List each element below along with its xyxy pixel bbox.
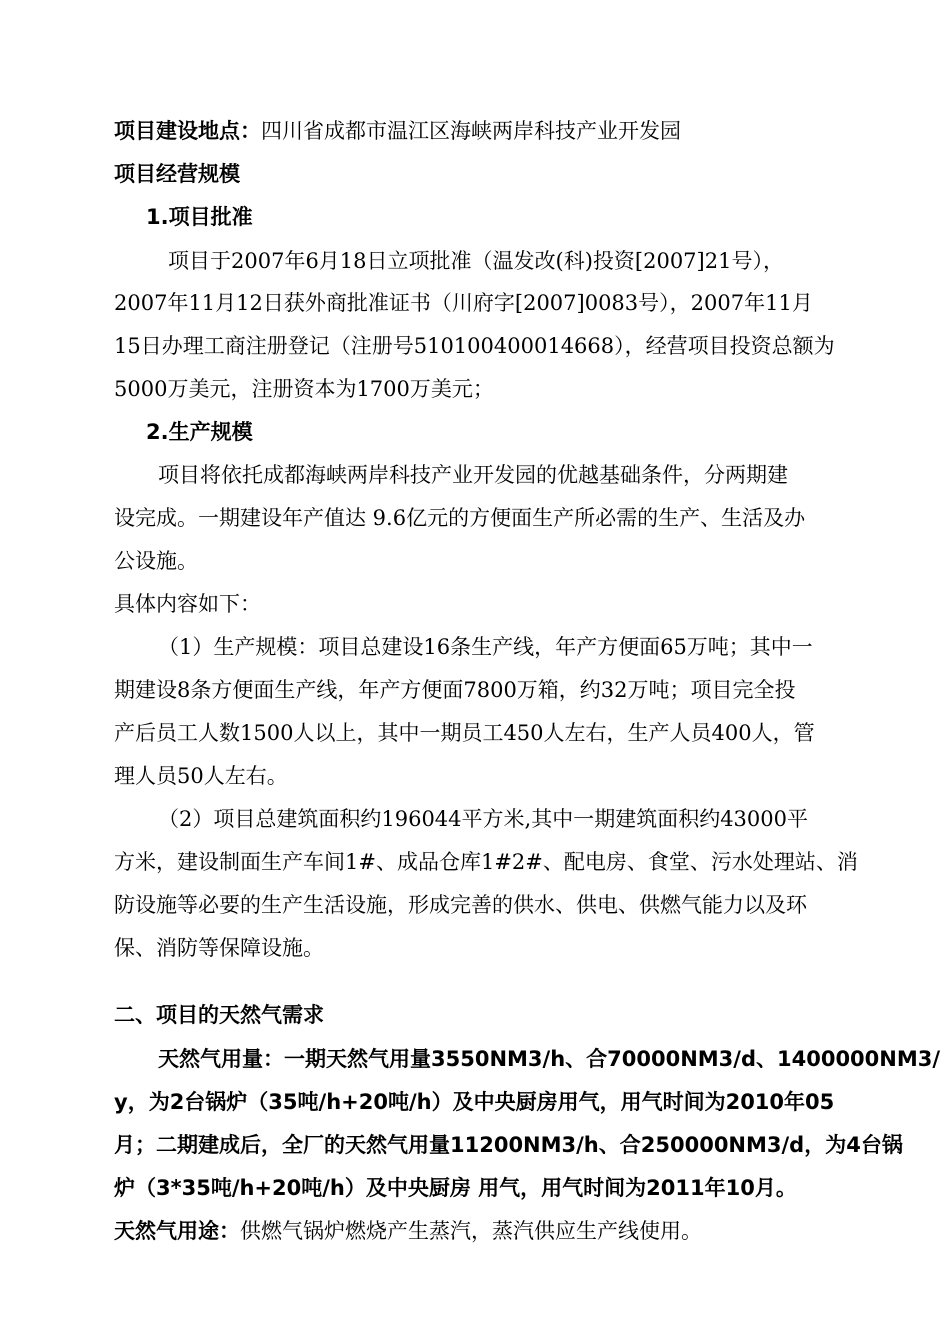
gas-usage-line-4: 炉（3*35吨/h+20吨/h）及中央厨房 用气，用气时间为2011年10月。 [114,1176,797,1200]
approval-line-2: 2007年11月12日获外商批准证书（川府字[2007]0083号），2007年11月 [114,291,813,315]
production-heading: 2.生产规模 [146,420,253,444]
gas-purpose-label: 天然气用途： [114,1219,240,1243]
gas-heading: 二、项目的天然气需求 [114,1003,324,1027]
location-line [114,116,681,146]
scale-heading: 项目经营规模 [114,162,240,186]
item1-line-2: 期建设8条方便面生产线，年产方便面7800万箱，约32万吨；项目完全投 [114,678,796,702]
gas-usage-line-2: y，为2台锅炉（35吨/h+20吨/h）及中央厨房用气，用气时间为2010年05 [114,1090,835,1114]
gas-usage-line-3: 月；二期建成后，全厂的天然气用量11200NM3/h、合250000NM3/d，为4台锅 [114,1133,903,1157]
gas-purpose-value: 供燃气锅炉燃烧产生蒸汽，蒸汽供应生产线使用。 [240,1219,702,1243]
approval-heading: 1.项目批准 [146,205,253,229]
approval-line-3: 15日办理工商注册登记（注册号510100400014668），经营项目投资总额为 [114,334,835,358]
item1-line-4: 理人员50人左右。 [114,764,288,788]
gas-purpose-line [114,1216,702,1246]
detail-intro: 具体内容如下： [114,592,261,616]
gas-usage-line-1: 天然气用量：一期天然气用量3550NM3/h、合70000NM3/d、1400000NM3/ [158,1047,941,1071]
production-line-2: 设完成。一期建设年产值达 9.6亿元的方便面生产所必需的生产、生活及办 [114,506,806,530]
approval-line-4: 5000万美元，注册资本为1700万美元； [114,377,494,401]
production-line-1: 项目将依托成都海峡两岸科技产业开发园的优越基础条件，分两期建 [158,463,788,487]
item1-line-3: 产后员工人数1500人以上，其中一期员工450人左右，生产人员400人，管 [114,721,815,745]
item1-line-1: （1）生产规模：项目总建设16条生产线，年产方便面65万吨；其中一 [158,635,813,659]
approval-line-1: 项目于2007年6月18日立项批准（温发改(科)投资[2007]21号）， [168,249,784,273]
item2-line-4: 保、消防等保障设施。 [114,936,324,960]
production-line-3: 公设施。 [114,549,198,573]
location-label: 项目建设地点： [114,119,261,143]
location-value: 四川省成都市温江区海峡两岸科技产业开发园 [261,119,681,143]
item2-line-2: 方米，建设制面生产车间1#、成品仓库1#2#、配电房、食堂、污水处理站、消 [114,850,858,874]
item2-line-1: （2）项目总建筑面积约196044平方米,其中一期建筑面积约43000平 [158,807,809,831]
item2-line-3: 防设施等必要的生产生活设施，形成完善的供水、供电、供燃气能力以及环 [114,893,807,917]
